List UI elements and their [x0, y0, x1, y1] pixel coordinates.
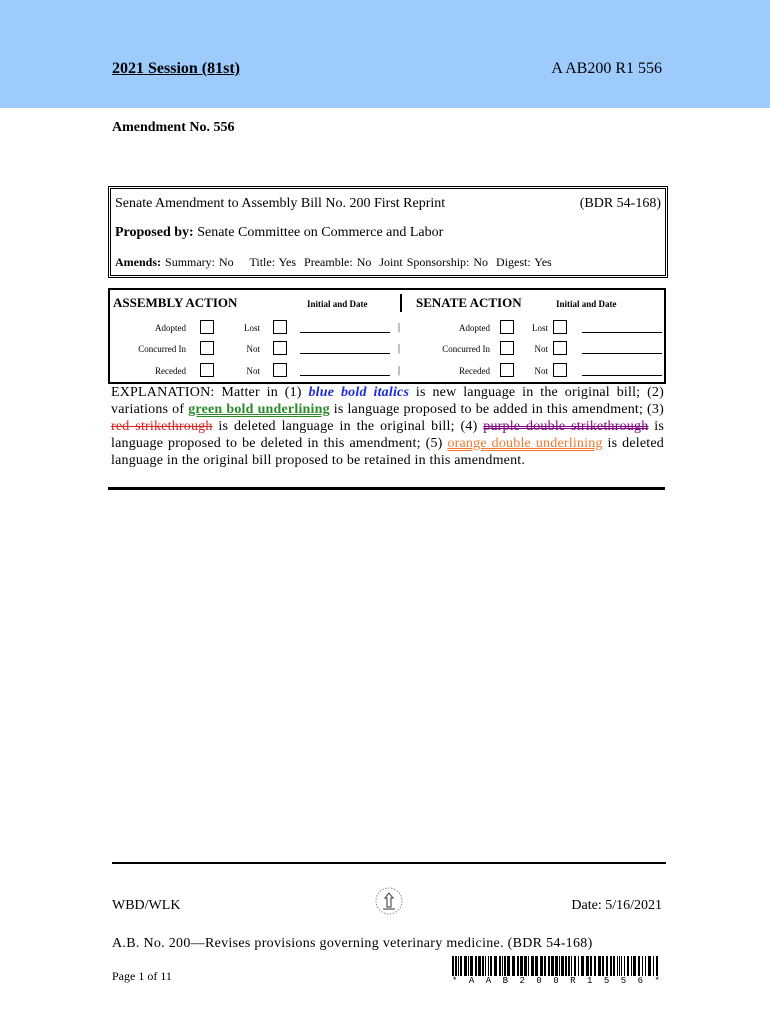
barcode-char: R: [570, 976, 576, 986]
assembly-initial-date-header: Initial and Date: [307, 299, 368, 309]
assembly-initial-line: [300, 375, 390, 376]
senate-initial-line: [582, 332, 662, 333]
barcode-bar: [559, 956, 560, 976]
barcode-bar: [633, 956, 636, 976]
blue-bold-italics-sample: blue bold italics: [308, 385, 410, 400]
proposed-by-label: Proposed by:: [115, 225, 194, 240]
barcode-char: 0: [536, 976, 542, 986]
explanation-text-1: EXPLANATION: Matter in (1): [111, 385, 309, 400]
barcode-bar: [512, 956, 515, 976]
barcode-bar: [490, 956, 492, 976]
explanation-text-2: is new language in the original bill; (2) variations of: [111, 385, 664, 417]
action-box: [108, 288, 666, 384]
barcode-bar: [452, 956, 454, 976]
senate-concurred-label: Concurred In: [442, 344, 490, 354]
barcode-bar: [656, 956, 658, 976]
bill-description: A.B. No. 200—Revises provisions governing veterinary medicine. (BDR 54-168): [112, 936, 593, 951]
explanation-paragraph: [111, 384, 664, 469]
barcode-bar: [485, 956, 486, 976]
barcode-text: [452, 976, 660, 986]
barcode-bar: [627, 956, 629, 976]
assembly-initial-line: [300, 353, 390, 354]
session-label: 2021 Session (81st): [112, 60, 241, 77]
barcode-bar: [507, 956, 510, 976]
assembly-adopted-label: Adopted: [155, 323, 186, 333]
barcode-bar: [460, 956, 462, 976]
barcode-bar: [499, 956, 501, 976]
top-band: [0, 0, 770, 108]
barcode-bar: [517, 956, 519, 976]
barcode-bar: [528, 956, 529, 976]
amendment-summary-box: [108, 186, 668, 278]
barcode-char: 2: [519, 976, 525, 986]
barcode-bar: [642, 956, 643, 976]
assembly-concurred-label: Concurred In: [138, 344, 186, 354]
barcode-char: 5: [620, 976, 627, 986]
senate-receded-label: Receded: [459, 366, 490, 376]
senate-initial-date-header: Initial and Date: [556, 299, 617, 309]
barcode-icon: [452, 956, 660, 976]
senate-action-header: SENATE ACTION: [416, 295, 522, 310]
red-strikethrough-sample: red strikethrough: [111, 419, 213, 434]
barcode-bar: [594, 956, 596, 976]
explanation-text-4: is deleted language in the original bill; (4): [212, 419, 484, 434]
proposed-by: [115, 225, 443, 241]
barcode-char: B: [502, 976, 509, 986]
proposed-by-value: Senate Committee on Commerce and Labor: [197, 225, 444, 240]
green-underline-sample: green bold underlining: [188, 402, 330, 417]
purple-double-strikethrough-sample: purple double strikethrough: [483, 419, 649, 434]
page-number: Page 1 of 11: [112, 969, 172, 983]
barcode-bar: [531, 956, 534, 976]
barcode-char: 1: [587, 976, 593, 986]
barcode-bar: [598, 956, 601, 976]
barcode-bar: [617, 956, 618, 976]
barcode-char: 0: [553, 976, 559, 986]
barcode-bar: [555, 956, 558, 976]
explanation-text-6: is deleted language in the original bill proposed to be retained in this amendment.: [111, 436, 664, 468]
assembly-lost-checkbox[interactable]: [273, 320, 287, 334]
assembly-not-label: Not: [246, 344, 260, 354]
barcode-bar: [648, 956, 651, 976]
assembly-adopted-checkbox[interactable]: [200, 320, 214, 334]
barcode-bar: [606, 956, 608, 976]
explanation-text-5: is language proposed to be deleted in this amendment; (5): [111, 419, 664, 451]
amends-line: [115, 255, 552, 270]
bar: |: [398, 322, 401, 333]
barcode-bar: [544, 956, 546, 976]
assembly-concurred-checkbox[interactable]: [200, 341, 214, 355]
barcode-bar: [571, 956, 572, 976]
amendment-date: Date: 5/16/2021: [571, 898, 662, 913]
barcode-bar: [524, 956, 527, 976]
assembly-not2-checkbox[interactable]: [273, 363, 287, 377]
senate-lost-checkbox[interactable]: [553, 320, 567, 334]
barcode-bar: [540, 956, 543, 976]
assembly-initial-line: [300, 332, 390, 333]
barcode-bar: [468, 956, 469, 976]
barcode-bar: [581, 956, 584, 976]
drafter-initials: WBD/WLK: [112, 898, 181, 913]
bar: |: [398, 343, 401, 354]
barcode-char: A: [468, 976, 475, 986]
barcode-bar: [568, 956, 570, 976]
state-seal-icon: [374, 886, 404, 916]
barcode-bar: [504, 956, 506, 976]
senate-lost-label: Lost: [531, 323, 548, 333]
barcode-bar: [475, 956, 477, 976]
barcode-bar: [621, 956, 622, 976]
orange-double-underline-sample: orange double underlining: [447, 436, 603, 451]
barcode-bar: [488, 956, 489, 976]
assembly-not-checkbox[interactable]: [273, 341, 287, 355]
action-divider: [400, 294, 402, 312]
barcode-bar: [565, 956, 567, 976]
barcode-bar: [619, 956, 620, 976]
senate-not2-label: Not: [534, 366, 548, 376]
barcode-bar: [578, 956, 579, 976]
barcode-char: *: [452, 976, 458, 986]
barcode-bar: [602, 956, 604, 976]
barcode-bar: [551, 956, 554, 976]
barcode-bar: [482, 956, 484, 976]
bill-id: A AB200 R1 556: [551, 60, 662, 77]
senate-initial-line: [582, 353, 662, 354]
amendment-title: Senate Amendment to Assembly Bill No. 200 First Reprint: [115, 196, 446, 211]
senate-adopted-label: Adopted: [459, 323, 490, 333]
barcode-bar: [653, 956, 654, 976]
barcode-bar: [574, 956, 576, 976]
assembly-receded-label: Receded: [155, 366, 186, 376]
senate-not2-checkbox[interactable]: [553, 363, 567, 377]
amendment-number: Amendment No. 556: [112, 120, 235, 135]
barcode-bar: [458, 956, 459, 976]
explanation-rule: [108, 487, 665, 490]
assembly-lost-label: Lost: [243, 323, 260, 333]
barcode-bar: [586, 956, 589, 976]
bar: |: [398, 365, 401, 376]
assembly-receded-checkbox[interactable]: [200, 363, 214, 377]
barcode-bar: [464, 956, 467, 976]
barcode-bar: [561, 956, 564, 976]
senate-not-checkbox[interactable]: [553, 341, 567, 355]
barcode-bar: [478, 956, 481, 976]
barcode-char: 5: [603, 976, 610, 986]
barcode-bar: [590, 956, 592, 976]
amends-items: Summary: No Title: Yes Preamble: No Joint Sponsorship: No Digest: Yes: [165, 255, 552, 269]
barcode-bar: [610, 956, 612, 976]
senate-initial-line: [582, 375, 662, 376]
barcode-bar: [645, 956, 646, 976]
barcode-bar: [624, 956, 625, 976]
bdr-number: (BDR 54-168): [579, 196, 661, 211]
amends-label: Amends:: [115, 255, 162, 269]
barcode-bar: [548, 956, 550, 976]
explanation-text-3: is language proposed to be added in this amendment; (3): [329, 402, 664, 417]
senate-not-label: Not: [534, 344, 548, 354]
barcode-bar: [535, 956, 538, 976]
barcode-bar: [502, 956, 503, 976]
barcode-bar: [638, 956, 640, 976]
barcode-bar: [494, 956, 497, 976]
barcode-char: *: [654, 976, 660, 986]
barcode-char: 6: [637, 976, 644, 986]
barcode-bar: [455, 956, 457, 976]
barcode-char: A: [485, 976, 492, 986]
barcode-bar: [520, 956, 523, 976]
barcode-bar: [631, 956, 632, 976]
barcode-bar: [470, 956, 473, 976]
assembly-action-header: ASSEMBLY ACTION: [113, 295, 238, 310]
assembly-not2-label: Not: [246, 366, 260, 376]
barcode-bar: [613, 956, 615, 976]
footer-rule: [112, 862, 666, 864]
